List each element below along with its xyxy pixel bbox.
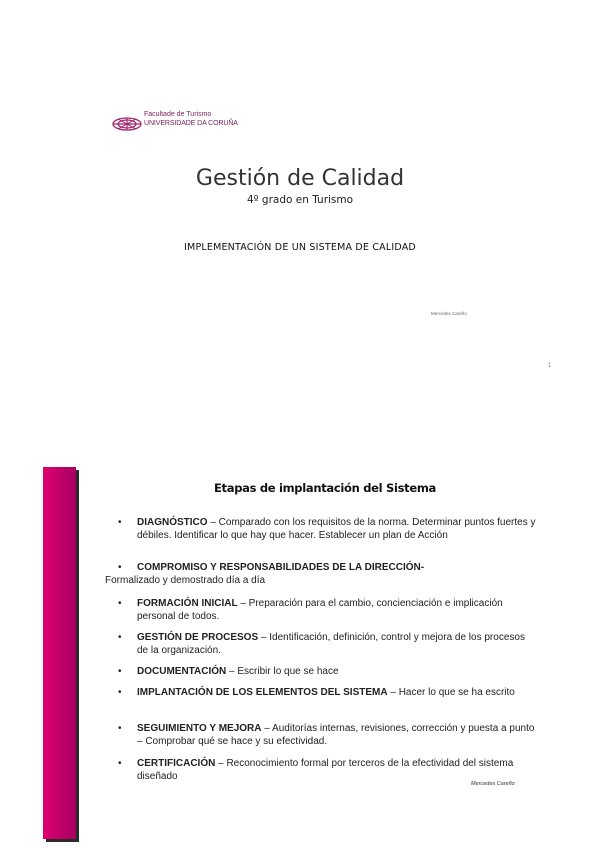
logo-line1: Facultade de Turismo: [144, 111, 212, 118]
section-heading: IMPLEMENTACIÓN DE UN SISTEMA DE CALIDAD: [184, 242, 416, 253]
item-description: – Identificación, definición, control y mejora de los procesos de la organización.: [137, 632, 525, 656]
bullet-icon: •: [118, 758, 122, 769]
item-term: GESTIÓN DE PROCESOS: [137, 632, 259, 643]
list-item: [118, 758, 538, 783]
bullet-icon: •: [118, 666, 122, 677]
item-description: – Hacer lo que se ha escrito: [387, 687, 515, 698]
bullet-icon: •: [118, 687, 122, 698]
item-description: – Reconocimiento formal por terceros de la efectividad del sistema diseñado: [137, 758, 514, 782]
list-item: [118, 517, 538, 542]
bullet-icon: •: [118, 517, 122, 528]
slide-heading: Etapas de implantación del Sistema: [213, 481, 437, 495]
university-emblem-icon: [112, 114, 142, 134]
item-description: – Auditorías internas, revisiones, corrección y puesta a punto – Comprobar qué se hace y su efectividad.: [137, 723, 535, 747]
logo-line2: UNIVERSIDADE DA CORUÑA: [144, 120, 238, 127]
author-credit: Mercedes Careño: [431, 311, 467, 316]
item-description: – Preparación para el cambio, concienciación e implicación personal de todos.: [137, 598, 503, 622]
page-number: 1: [548, 363, 552, 369]
item-term: FORMACIÓN INICIAL: [137, 598, 238, 609]
item-term: IMPLANTACIÓN DE LOS ELEMENTOS DEL SISTEMA: [137, 687, 388, 698]
item-term: COMPROMISO Y RESPONSABILIDADES DE LA DIRECCIÓN-: [137, 562, 425, 573]
list-item: [118, 687, 538, 700]
item-description: – Comparado con los requisitos de la norma. Determinar puntos fuertes y débiles. Identificar lo que hay que hacer. Establecer un plan de Acción: [137, 517, 536, 541]
item-description: – Escribir lo que se hace: [226, 666, 339, 677]
bullet-icon: •: [118, 598, 122, 609]
list-item: [118, 723, 538, 748]
item-term: SEGUIMIENTO Y MEJORA: [137, 723, 262, 734]
author-credit: Mercedes Careño: [471, 781, 515, 787]
bullet-icon: •: [118, 562, 122, 573]
list-item: [118, 632, 538, 657]
list-item: [118, 598, 538, 623]
item-term: DIAGNÓSTICO: [137, 517, 208, 528]
faculty-logo: [112, 110, 242, 136]
bullet-icon: •: [118, 723, 122, 734]
page-subtitle: 4º grado en Turismo: [246, 194, 354, 206]
item-term: DOCUMENTACIÓN: [137, 666, 227, 677]
accent-sidebar: [43, 467, 76, 839]
bullet-icon: •: [118, 632, 122, 643]
item-term: CERTIFICACIÓN: [137, 758, 216, 769]
page-title: Gestión de Calidad: [195, 166, 405, 191]
item-description: Formalizado y demostrado día a día: [105, 574, 266, 586]
list-item: [118, 666, 538, 679]
list-item: [105, 562, 538, 587]
